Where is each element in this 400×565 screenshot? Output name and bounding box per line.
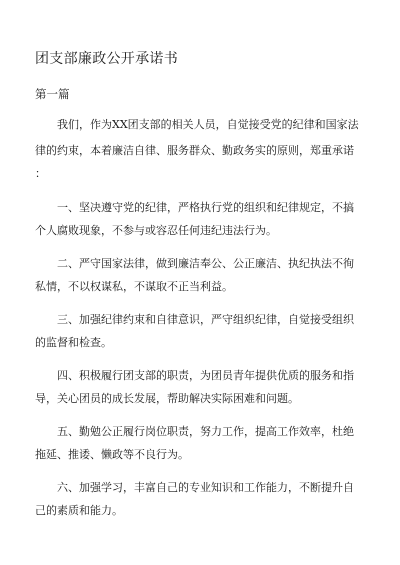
paragraph-line: 五、勤勉公正履行岗位职责，努力工作，提高工作效率，杜绝 xyxy=(57,425,354,438)
paragraph-line: 个人腐败现象，不参与或容忍任何违纪违法行为。 xyxy=(35,224,277,237)
paragraph-line: 一、坚决遵守党的纪律，严格执行党的组织和纪律规定，不搞 xyxy=(57,201,354,214)
paragraph-line: 三、加强纪律约束和自律意识，严守组织纪律，自觉接受组织 xyxy=(57,313,354,326)
paragraph-line: 私情，不以权谋私，不谋取不正当利益。 xyxy=(35,280,233,293)
document-title: 团支部廉政公开承诺书 xyxy=(35,51,178,67)
paragraph-line: 我们，作为XX团支部的相关人员，自觉接受党的纪律和国家法 xyxy=(57,118,359,131)
paragraph-line: 四、积极履行团支部的职责，为团员青年提供优质的服务和指 xyxy=(57,369,354,382)
section-heading: 第一篇 xyxy=(35,87,70,101)
paragraph-line: 的监督和检查。 xyxy=(35,336,112,349)
paragraph-line: 导，关心团员的成长发展，帮助解决实际困难和问题。 xyxy=(35,392,299,405)
paragraph-line: 己的素质和能力。 xyxy=(35,504,123,517)
paragraph-line: 六、加强学习，丰富自己的专业知识和工作能力，不断提升自 xyxy=(57,481,354,494)
paragraph-line: 二、严守国家法律，做到廉洁奉公、公正廉洁、执纪执法不徇 xyxy=(57,257,354,270)
paragraph-line: 拖延、推诿、懒政等不良行为。 xyxy=(35,448,189,461)
paragraph-line: 律的约束，本着廉洁自律、服务群众、勤政务实的原则，郑重承诺 xyxy=(35,144,354,157)
paragraph-line: ： xyxy=(35,167,46,180)
